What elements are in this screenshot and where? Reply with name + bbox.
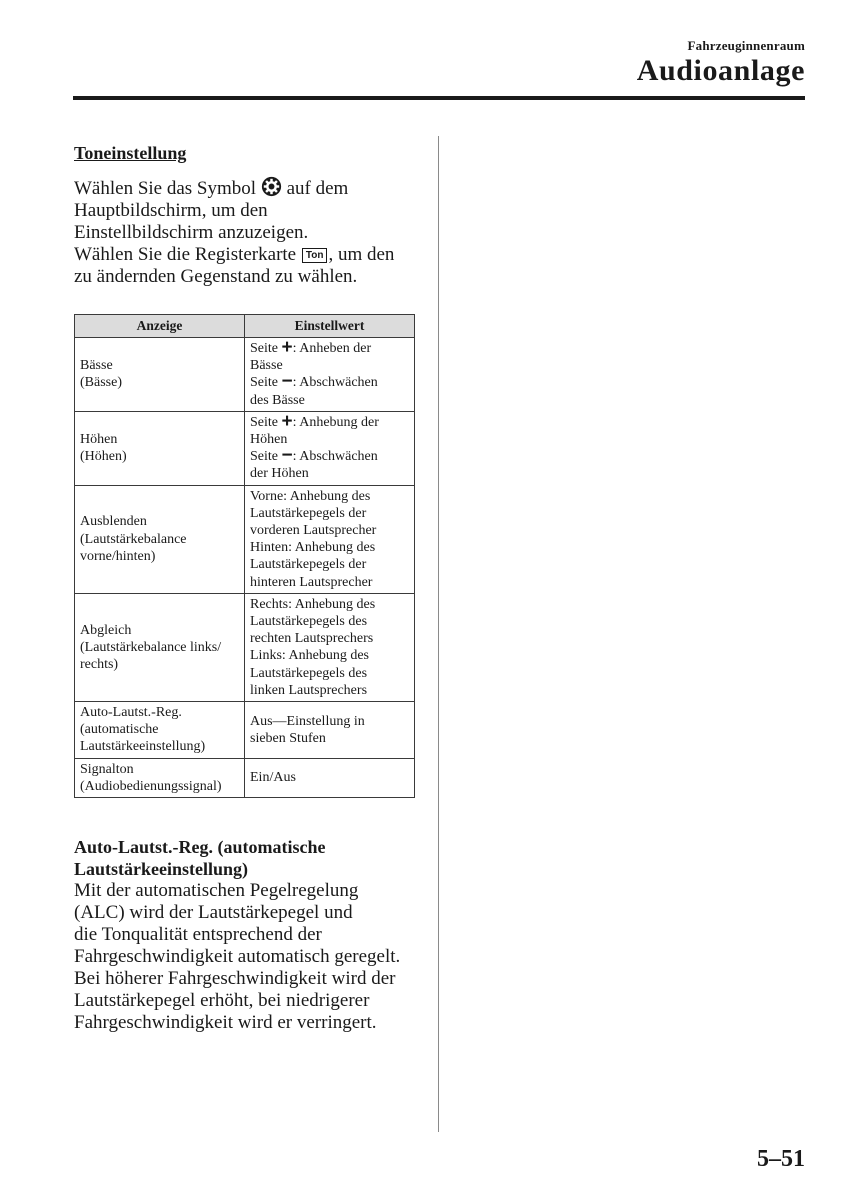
minus-icon: − [281,371,293,393]
cell-text: Ein/Aus [250,770,296,786]
intro-text: Einstellbildschirm anzuzeigen. [74,222,309,243]
cell-text: (Höhen) [80,449,127,465]
cell-text: Ausblenden [80,514,147,530]
alc-heading-line: Lautstärkeeinstellung) [74,859,249,880]
column-header-anzeige: Anzeige [75,315,245,338]
cell-text: Abgleich [80,622,132,638]
cell-text: Lautstärkeeinstellung) [80,739,206,755]
cell-text: hinteren Lautsprecher [250,574,373,590]
section-title: Toneinstellung [74,143,187,163]
plus-icon: + [281,410,293,432]
cell-text: Vorne: Anhebung des [250,488,371,504]
column-header-einstellwert: Einstellwert [245,315,415,338]
cell-text: Lautstärkepegels des [250,665,368,681]
cell-anzeige [75,338,245,412]
cell-text: der Höhen [250,466,309,482]
table-row [75,411,415,485]
cell-text: : Abschwächen [292,375,378,391]
cell-text: (Lautstärkebalance links/ [80,639,222,655]
settings-table [74,314,415,798]
cell-text: Seite [250,341,282,356]
cell-text: (Bässe) [80,375,122,391]
left-column [74,142,419,1034]
ton-tab-chip: Ton [302,248,328,263]
cell-text: : Anheben der [292,341,372,356]
cell-text: (Lautstärkebalance [80,531,187,547]
cell-text: linken Lautsprechers [250,682,368,698]
cell-text: Seite [250,414,282,430]
table-row [75,338,415,412]
header-section-label: Fahrzeuginnenraum [687,38,805,53]
cell-text: Lautstärkepegels der [250,557,367,573]
cell-text: Höhen [80,432,118,448]
cell-text: vorne/hinten) [80,548,156,564]
cell-text: (Audiobedienungssignal) [80,778,222,794]
cell-text: Bässe [80,358,113,374]
cell-text: vorderen Lautsprecher [250,523,377,539]
cell-text: : Anhebung der [292,414,379,430]
table-row [75,593,415,701]
cell-text: (automatische [80,722,159,738]
plus-icon: + [281,337,293,358]
intro-text: Wählen Sie das Symbol [74,178,261,199]
intro-text: Wählen Sie die Registerkarte [74,244,301,265]
intro-paragraph [74,176,419,288]
intro-text: zu ändernden Gegenstand zu wählen. [74,266,358,287]
cell-text: Bässe [250,358,283,374]
cell-einstellwert [245,758,415,797]
cell-einstellwert [245,485,415,593]
cell-einstellwert [245,593,415,701]
header-rule [73,96,805,100]
alc-text-line: (ALC) wird der Lautstärkepegel und [74,902,353,924]
cell-text: Seite [250,449,282,465]
page-title: Audioanlage [636,54,805,87]
alc-text-line: Fahrgeschwindigkeit automatisch geregelt. [74,946,401,968]
cell-text: Seite [250,375,282,391]
cell-text: Lautstärkepegels der [250,505,367,521]
cell-text: Aus—Einstellung in [250,713,365,729]
alc-text-line: Mit der automatischen Pegelregelung [74,880,359,902]
gear-icon [261,176,282,197]
cell-anzeige [75,485,245,593]
cell-text: Hinten: Anhebung des [250,540,376,556]
table-row [75,485,415,593]
cell-text: rechten Lautsprechers [250,631,374,647]
intro-text: , um den [328,244,395,265]
cell-anzeige [75,593,245,701]
table-row [75,702,415,759]
alc-heading [74,836,419,880]
alc-heading-line: Auto-Lautst.-Reg. (automatische [74,837,326,858]
cell-text: Rechts: Anhebung des [250,596,376,612]
cell-einstellwert [245,338,415,412]
alc-paragraph [74,880,419,1034]
alc-text-line: Lautstärkepegel erhöht, bei niedrigerer [74,990,370,1012]
alc-text-line: Bei höherer Fahrgeschwindigkeit wird der [74,968,396,990]
column-divider [438,136,439,1132]
alc-text-line: die Tonqualität entsprechend der [74,924,322,946]
cell-text: Signalton [80,761,134,777]
cell-text: Links: Anhebung des [250,648,369,664]
cell-text: : Abschwächen [292,449,378,465]
page-number: 5–51 [757,1146,805,1172]
table-row [75,758,415,797]
minus-icon: − [281,445,293,467]
table-header-row [75,315,415,338]
alc-text-line: Fahrgeschwindigkeit wird er verringert. [74,1012,377,1034]
cell-einstellwert [245,411,415,485]
cell-anzeige [75,758,245,797]
intro-text: Hauptbildschirm, um den [74,200,268,221]
cell-einstellwert [245,702,415,759]
cell-text: Höhen [250,432,288,448]
intro-text: auf dem [281,178,349,199]
cell-text: Lautstärkepegels des [250,614,368,630]
cell-anzeige [75,411,245,485]
cell-anzeige [75,702,245,759]
cell-text: des Bässe [250,392,305,408]
cell-text: sieben Stufen [250,730,326,746]
cell-text: rechts) [80,657,119,673]
cell-text: Auto-Lautst.-Reg. [80,705,182,721]
